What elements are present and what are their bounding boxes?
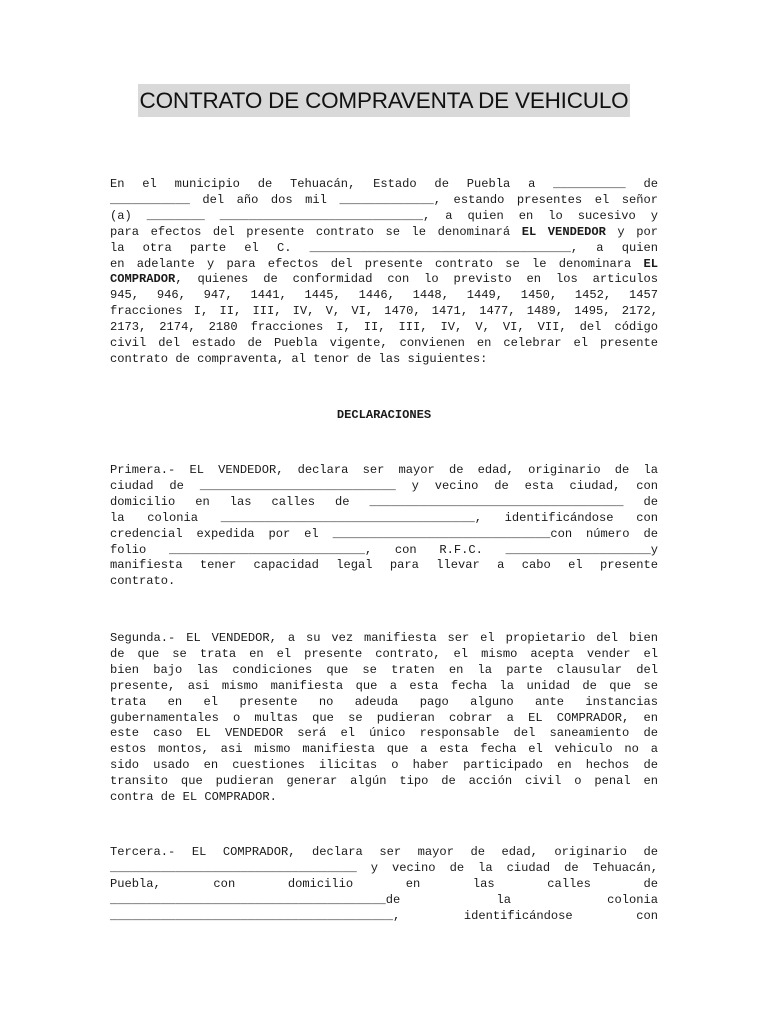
tercera-line: ______________________________________de la colonia — [110, 892, 658, 907]
intro-line — [110, 225, 658, 241]
primera-line: la colonia ___________________________________, identificándose con — [110, 510, 658, 525]
intro-line — [110, 272, 658, 288]
declarations-heading: DECLARACIONES — [336, 408, 432, 422]
primera-line: contrato. — [110, 574, 176, 589]
segunda-line: Segunda.- EL VENDEDOR, a su vez manifiesta ser el propietario del bien — [110, 631, 658, 645]
intro-line: (a) ________ ____________________________, a quien en lo sucesivo y — [110, 208, 658, 223]
primera-line: domicilio en las calles de ___________________________________ de — [110, 494, 658, 509]
intro-line: 945, 946, 947, 1441, 1445, 1446, 1448, 1449, 1450, 1452, 1457 — [110, 288, 658, 303]
segunda-line: trata en el presente no adeuda pago alguno ante instancias — [110, 694, 658, 709]
intro-line: la otra parte el C. ____________________________________, a quien — [110, 240, 658, 255]
segunda-line: sido usado en cuestiones ilicitas o haber participado en hechos de — [110, 758, 658, 773]
segunda-line: gubernamentales o multas que se pudieran cobrar a EL COMPRADOR, en — [110, 710, 658, 725]
intro-text: , quienes de conformidad con lo previsto en los articulos — [175, 272, 658, 287]
primera-paragraph — [110, 463, 658, 590]
intro-paragraph — [110, 177, 658, 368]
segunda-line: estos montos, asi mismo manifiesta que a esta fecha el vehiculo no a — [110, 742, 658, 757]
intro-line: civil del estado de Puebla vigente, convienen en celebrar el presente — [110, 336, 658, 351]
tercera-paragraph — [110, 845, 658, 925]
primera-line: Primera.- EL VENDEDOR, declara ser mayor de edad, originario de la — [110, 463, 658, 477]
intro-line: ___________ del año dos mil _____________, estando presentes el señor — [110, 192, 658, 207]
intro-line: En el municipio de Tehuacán, Estado de Puebla a __________ de — [110, 177, 658, 191]
segunda-line: de que se trata en el presente contrato, el mismo acepta vender el — [110, 646, 658, 661]
intro-line: contrato de compraventa, al tenor de las siguientes: — [110, 351, 488, 366]
primera-line: credencial expedida por el ______________________________con número de — [110, 526, 658, 541]
tercera-line: __________________________________ y vecino de la ciudad de Tehuacán, — [110, 860, 658, 875]
intro-text: para efectos del presente contrato se le denominará — [110, 224, 522, 239]
primera-line: ciudad de ___________________________ y vecino de esta ciudad, con — [110, 478, 658, 493]
tercera-line: Tercera.- EL COMPRADOR, declara ser mayor de edad, originario de — [110, 845, 658, 859]
segunda-line: transito que pudieran generar algún tipo de acción civil o penal en — [110, 774, 658, 789]
segunda-line: contra de EL COMPRADOR. — [110, 790, 277, 805]
segunda-line: presente, asi mismo manifiesta que a esta fecha la unidad de que se — [110, 678, 658, 693]
seller-term: EL VENDEDOR — [521, 224, 606, 239]
intro-line — [110, 257, 658, 273]
intro-text: en adelante y para efectos del presente contrato se le denominara — [110, 256, 644, 271]
segunda-line: este caso EL VENDEDOR será el único responsable del saneamiento de — [110, 726, 658, 741]
document-title: CONTRATO DE COMPRAVENTA DE VEHICULO — [138, 84, 631, 117]
buyer-term: COMPRADOR — [110, 272, 176, 287]
tercera-line: Puebla, con domicilio en las calles de — [110, 876, 658, 891]
tercera-line: _______________________________________, identificándose con — [110, 908, 658, 923]
primera-line: folio ___________________________, con R.F.C. ____________________y — [110, 542, 658, 557]
segunda-line: bien bajo las condiciones que se traten en la parte clausular del — [110, 662, 658, 677]
segunda-paragraph — [110, 631, 658, 806]
primera-line: manifiesta tener capacidad legal para llevar a cabo el presente — [110, 558, 658, 573]
buyer-term: EL — [643, 256, 658, 271]
intro-line: 2173, 2174, 2180 fracciones I, II, III, IV, V, VI, VII, del código — [110, 320, 658, 335]
intro-text: y por — [605, 224, 658, 239]
intro-line: fracciones I, II, III, IV, V, VI, 1470, 1471, 1477, 1489, 1495, 2172, — [110, 304, 658, 319]
title-container — [0, 84, 768, 117]
